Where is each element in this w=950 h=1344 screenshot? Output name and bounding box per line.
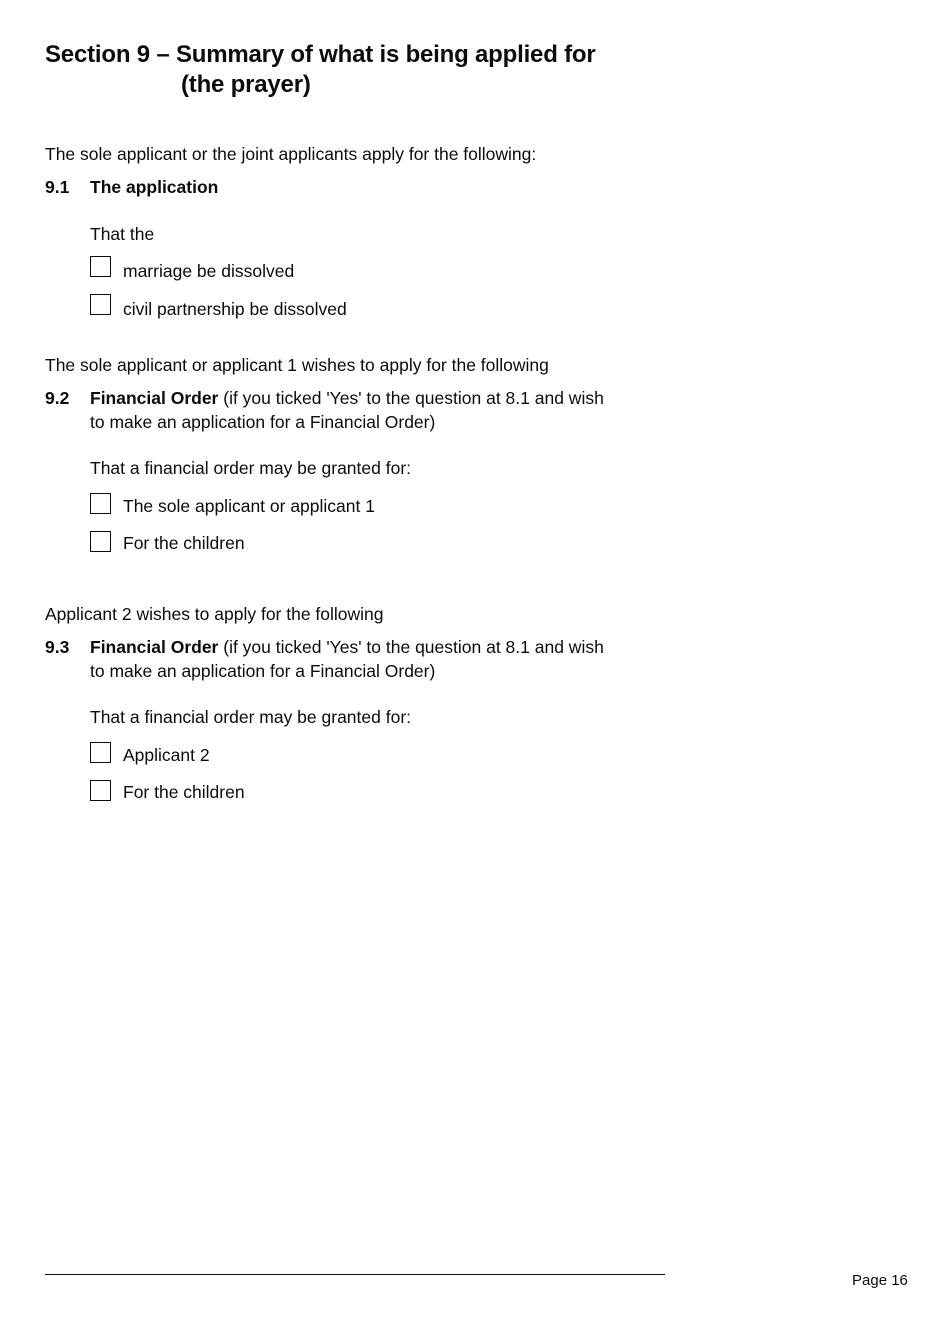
intro-applicant1-text: The sole applicant or applicant 1 wishes to apply for the following (45, 355, 549, 375)
question-lead-9-1: That the (90, 224, 155, 244)
section-title-line1: Section 9 – Summary of what is being applied for (45, 41, 596, 68)
question-note-line2-9-2: to make an application for a Financial Order) (90, 412, 436, 432)
checkbox-financial-order-children-1[interactable] (90, 531, 111, 552)
question-number-9-1: 9.1 (45, 177, 70, 197)
section-title-line2: (the prayer) (181, 71, 311, 98)
intro-applicant2-text: Applicant 2 wishes to apply for the following (45, 604, 384, 624)
checkbox-financial-order-applicant1[interactable] (90, 493, 111, 514)
checkbox-civil-partnership-dissolved[interactable] (90, 294, 111, 315)
question-number-9-3: 9.3 (45, 637, 70, 657)
question-lead-9-3: That a financial order may be granted for: (90, 707, 412, 727)
checkbox-financial-order-children-2[interactable] (90, 780, 111, 801)
checkbox-financial-order-applicant2[interactable] (90, 742, 111, 763)
option-label-children-2: For the children (123, 782, 245, 802)
option-label-marriage-dissolved: marriage be dissolved (123, 261, 295, 281)
question-lead-9-2: That a financial order may be granted for: (90, 458, 412, 478)
intro-joint-text: The sole applicant or the joint applicants apply for the following: (45, 144, 537, 164)
footer-divider (45, 1274, 665, 1275)
question-heading-9-3 (90, 635, 604, 659)
option-label-applicant1: The sole applicant or applicant 1 (123, 496, 375, 516)
question-title-9-2: Financial Order (90, 388, 219, 408)
question-heading-9-1: The application (90, 177, 219, 197)
question-note-line2-9-3: to make an application for a Financial Order) (90, 661, 436, 681)
checkbox-marriage-dissolved[interactable] (90, 256, 111, 277)
question-title-9-3: Financial Order (90, 637, 219, 657)
page-number: Page 16 (852, 1272, 908, 1289)
option-label-children-1: For the children (123, 533, 245, 553)
question-heading-9-2 (90, 386, 604, 410)
question-note-9-3: (if you ticked 'Yes' to the question at 8.1 and wish (218, 637, 604, 657)
question-number-9-2: 9.2 (45, 388, 70, 408)
section-title (45, 40, 596, 100)
option-label-applicant2: Applicant 2 (123, 745, 210, 765)
option-label-civil-partnership-dissolved: civil partnership be dissolved (123, 299, 347, 319)
question-note-9-2: (if you ticked 'Yes' to the question at 8.1 and wish (218, 388, 604, 408)
